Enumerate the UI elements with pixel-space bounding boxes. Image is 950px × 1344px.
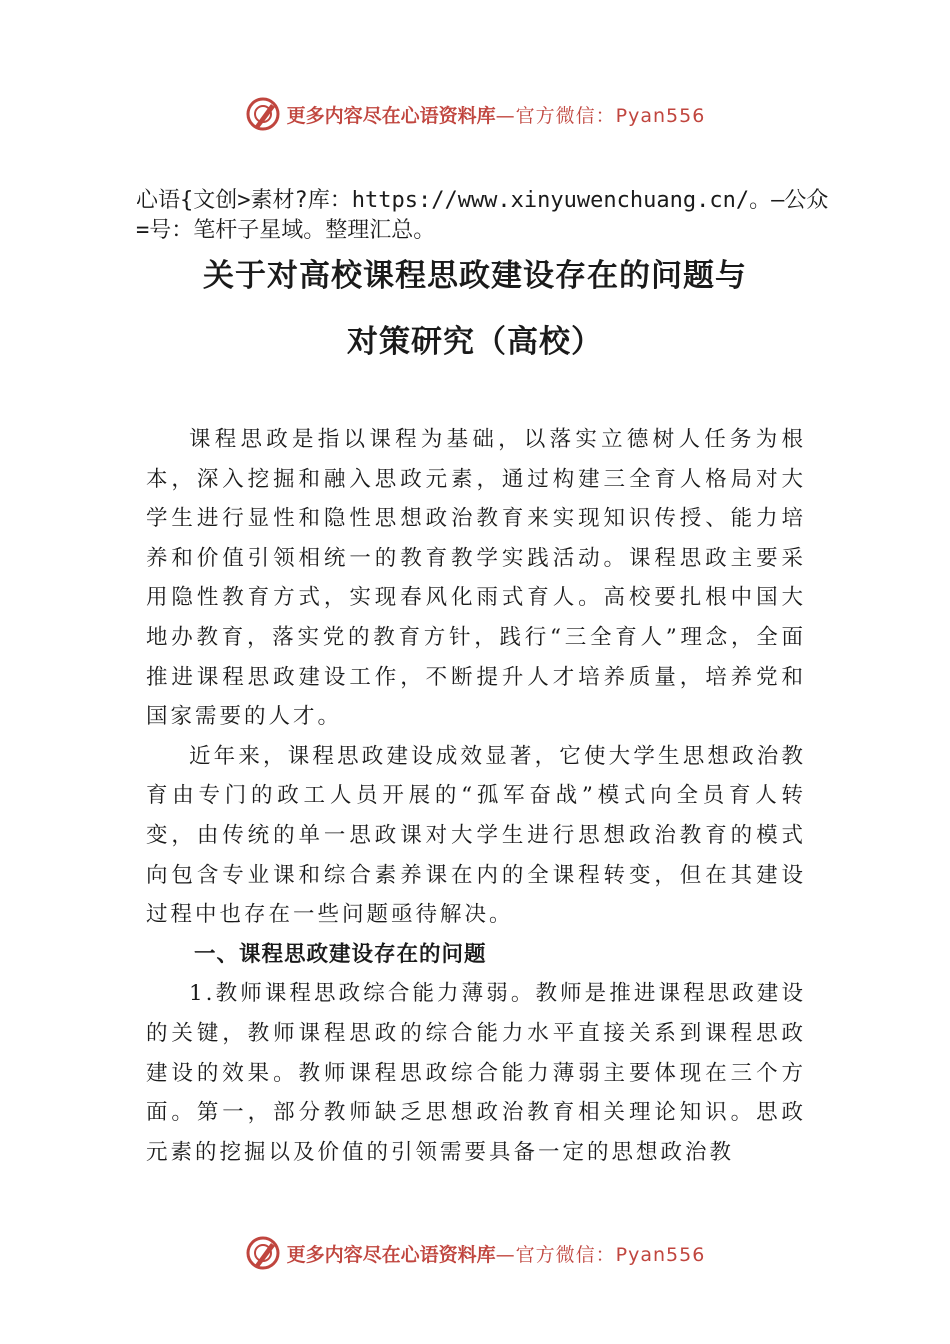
bottom-banner: [0, 1233, 950, 1273]
banner-sub-text: —官方微信：Pyan556: [495, 1243, 706, 1266]
banner-main-text: 更多内容尽在心语资料库: [286, 1243, 496, 1266]
paragraph-1: 课程思政是指以课程为基础，以落实立德树人任务为根本，深入挖掘和融入思政元素，通过构建三全育人格局对大学生进行显性和隐性思想政治教育来实现知识传授、能力培养和价值引领相统一的教育教学实践活动。课程思政主要采用隐性教育方式，实现春风化雨式育人。高校要扎根中国大地办教育，落实党的教育方针，践行“三全育人”理念，全面推进课程思政建设工作，不断提升人才培养质量，培养党和国家需要的人才。: [146, 427, 806, 730]
paragraph-3: 1.教师课程思政综合能力薄弱。教师是推进课程思政建设的关键，教师课程思政的综合能力水平直接关系到课程思政建设的效果。教师课程思政综合能力薄弱主要体现在三个方面。第一，部分教师缺乏思想政治教育相关理论知识。思政元素的挖掘以及价值的引领需要具备一定的思想政治教: [146, 981, 806, 1165]
source-line: 心语{文创>素材?库：https://www.xinyuwenchuang.cn/。—公众=号：笔杆子星域。整理汇总。: [136, 188, 829, 243]
paragraph-2: 近年来，课程思政建设成效显著，它使大学生思想政治教育由专门的政工人员开展的“孤军奋战”模式向全员育人转变，由传统的单一思政课对大学生进行思想政治教育的模式向包含专业课和综合素养课在内的全课程转变，但在其建设过程中也存在一些问题亟待解决。: [146, 743, 806, 928]
banner-sub-text: —官方微信：Pyan556: [495, 104, 706, 127]
section-heading-1: 一、课程思政建设存在的问题: [194, 941, 487, 967]
pen-logo-icon: [245, 1235, 281, 1271]
pen-logo-icon: [245, 96, 281, 132]
top-banner: [0, 94, 950, 134]
title-line-2: 对策研究（高校）: [347, 324, 603, 360]
document-body: [146, 420, 806, 1172]
banner-main-text: 更多内容尽在心语资料库: [286, 104, 496, 127]
title-line-1: 关于对高校课程思政建设存在的问题与: [203, 258, 747, 294]
